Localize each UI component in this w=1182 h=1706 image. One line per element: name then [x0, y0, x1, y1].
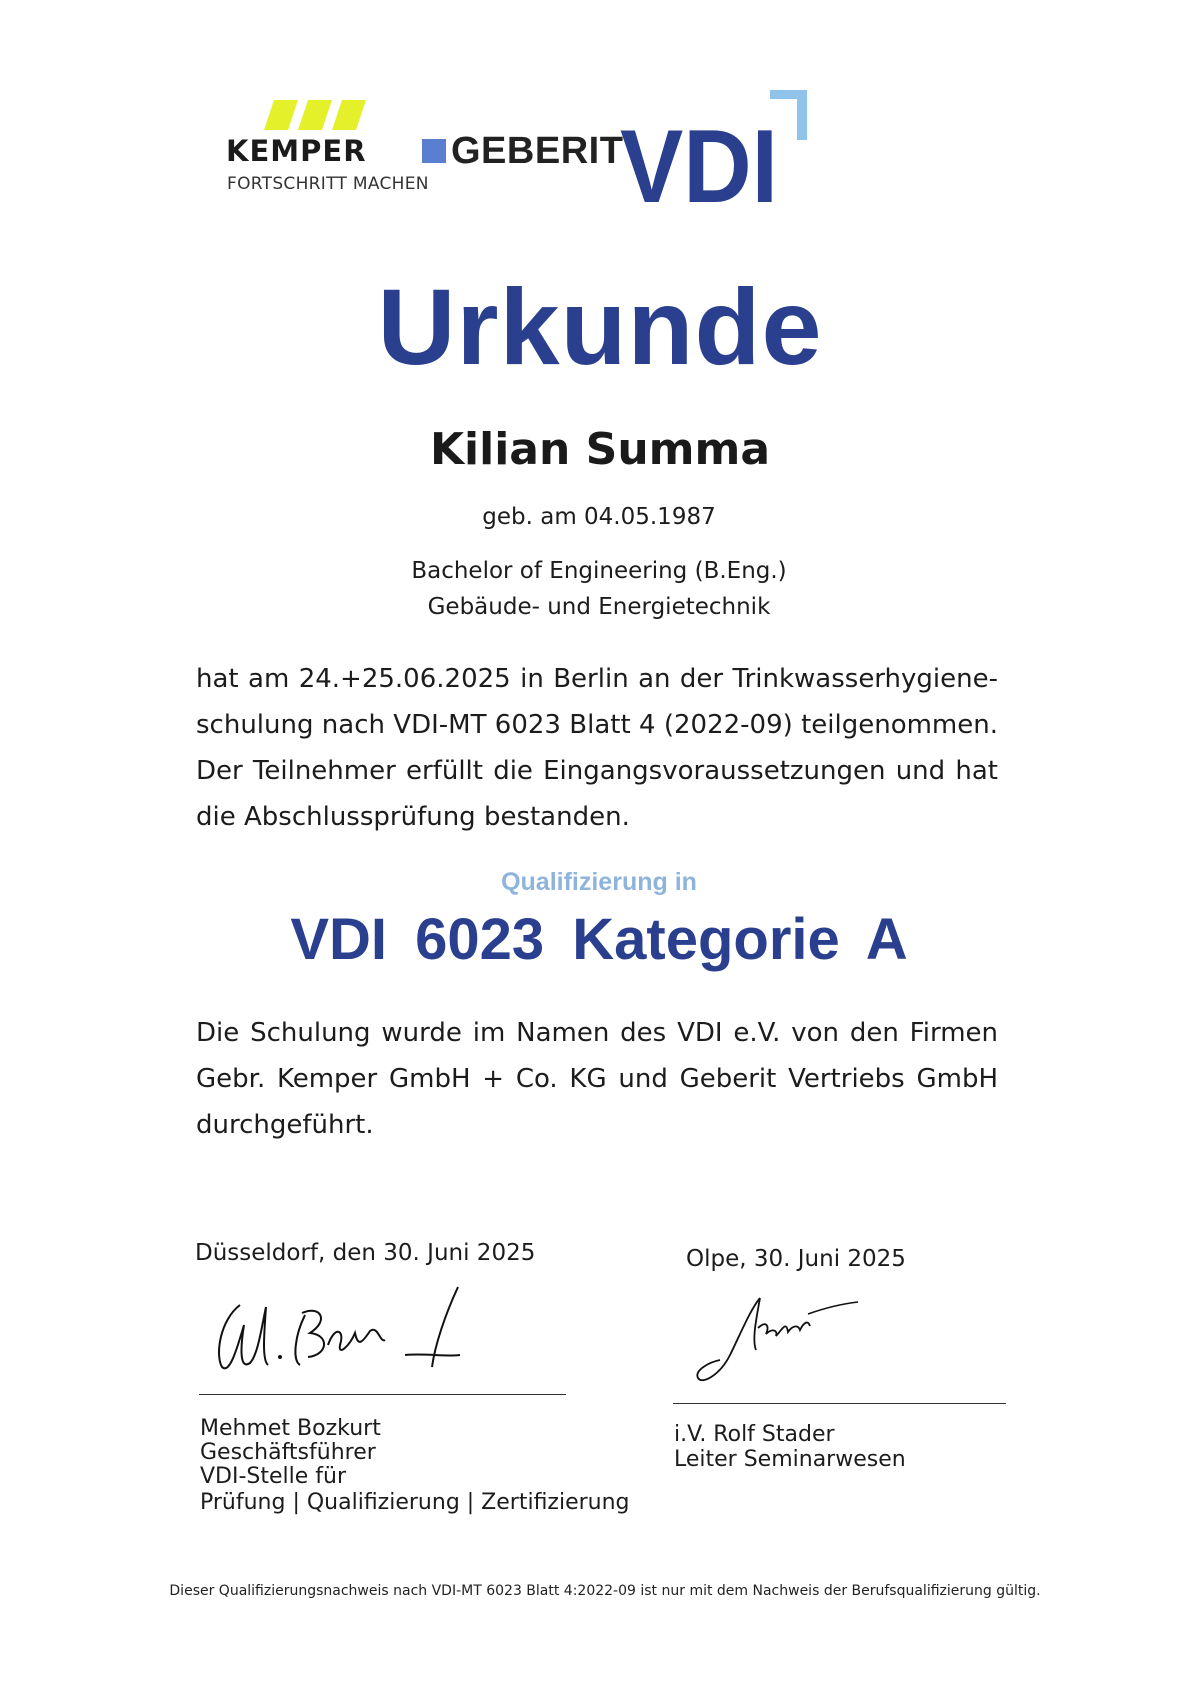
left-signer-role-1: Geschäftsführer — [200, 1440, 376, 1465]
vdi-logo-text: VDI — [620, 109, 778, 208]
vdi-logo — [620, 90, 810, 208]
birth-date: geb. am 04.05.1987 — [482, 504, 716, 530]
right-signer-role: Leiter Seminarwesen — [674, 1447, 906, 1472]
left-signer-name: Mehmet Bozkurt — [200, 1416, 381, 1441]
kemper-stripes-logo — [264, 100, 374, 130]
recipient-name: Kilian Summa — [429, 424, 771, 475]
right-signature-image — [690, 1290, 865, 1390]
certificate-title: Urkunde — [377, 266, 823, 387]
left-signature-line — [199, 1394, 566, 1395]
degree-field: Gebäude- und Energietechnik — [427, 594, 771, 620]
participation-text: hat am 24.+25.06.2025 in Berlin an der Trinkwasserhygiene-schulung nach VDI-MT 6023 Blatt 4 (2022-09) teilgenommen. Der Teilnehmer erfüllt die Eingangsvoraussetzungen und hat die Abschlussprüfung bestanden. — [196, 664, 998, 832]
qualification-label: Qualifizierung in — [501, 868, 697, 896]
footnote: Dieser Qualifizierungsnachweis nach VDI-MT 6023 Blatt 4:2022-09 ist nur mit dem Nachweis der Berufsqualifizierung gültig. — [169, 1583, 1041, 1599]
kemper-logo-text: KEMPER — [226, 134, 367, 168]
kemper-claim: FORTSCHRITT MACHEN — [227, 174, 429, 194]
right-signer-name: i.V. Rolf Stader — [674, 1422, 835, 1447]
geberit-logo-text: GEBERIT — [451, 130, 624, 172]
left-signer-role-2: VDI-Stelle für — [200, 1464, 347, 1489]
geberit-square-icon — [422, 139, 446, 163]
degree: Bachelor of Engineering (B.Eng.) — [411, 558, 787, 584]
left-signer-role-3: Prüfung | Qualifizierung | Zertifizierung — [200, 1490, 630, 1515]
right-signature-line — [673, 1403, 1006, 1404]
left-place-date: Düsseldorf, den 30. Juni 2025 — [195, 1240, 536, 1266]
right-place-date: Olpe, 30. Juni 2025 — [686, 1246, 906, 1272]
qualification-title: VDI 6023 Kategorie A — [290, 907, 908, 972]
left-signature-image — [210, 1285, 470, 1380]
conducted-text: Die Schulung wurde im Namen des VDI e.V. von den Firmen Gebr. Kemper GmbH + Co. KG und Geberit Vertriebs GmbH durchgeführt. — [196, 1018, 998, 1140]
